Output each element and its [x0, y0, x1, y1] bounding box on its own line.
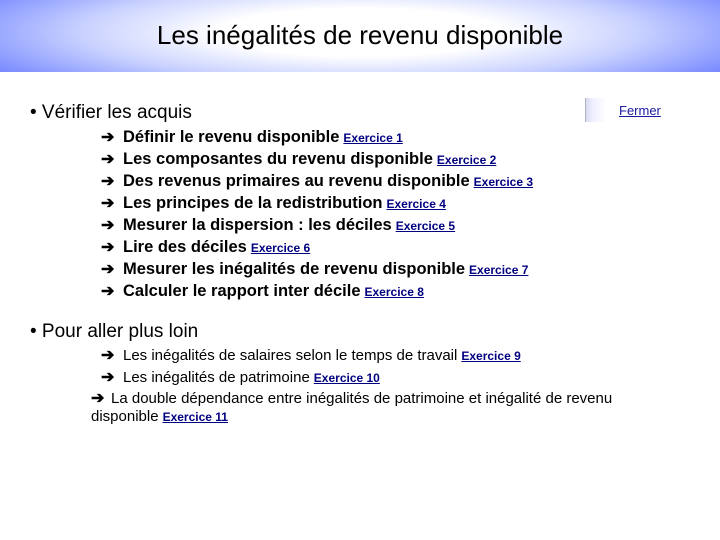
exercise-link-11[interactable]: Exercice 11: [162, 410, 228, 424]
arrow-right-icon: ➔: [101, 173, 115, 190]
arrow-right-icon: ➔: [101, 239, 115, 256]
list-item-last: [91, 390, 701, 426]
list-item: [101, 345, 521, 367]
list-item: [101, 214, 533, 236]
arrow-right-icon: ➔: [101, 369, 115, 386]
item-text: Mesurer la dispersion : les déciles: [123, 216, 392, 234]
close-button[interactable]: [585, 98, 698, 122]
exercise-link-9[interactable]: Exercice 9: [461, 349, 521, 363]
list-item: [101, 126, 533, 148]
section-heading-acquis: • Vérifier les acquis: [30, 102, 192, 123]
list-item: [101, 192, 533, 214]
arrow-right-icon: ➔: [101, 283, 115, 300]
item-text: Définir le revenu disponible: [123, 128, 340, 146]
arrow-right-icon: ➔: [101, 261, 115, 278]
exercise-link-5[interactable]: Exercice 5: [395, 219, 456, 233]
exercise-link-3[interactable]: Exercice 3: [473, 175, 534, 189]
exercise-link-8[interactable]: Exercice 8: [364, 285, 424, 299]
list-item: [101, 236, 533, 258]
item-text: La double dépendance entre inégalités de patrimoine et inégalité de revenu disponible: [91, 390, 613, 425]
arrow-right-icon: ➔: [101, 129, 115, 146]
exercise-link-6[interactable]: Exercice 6: [250, 241, 311, 255]
exercise-link-4[interactable]: Exercice 4: [386, 197, 446, 211]
list-item: [101, 170, 533, 192]
item-text: Les principes de la redistribution: [123, 194, 383, 212]
arrow-right-icon: ➔: [91, 390, 105, 407]
item-text: Mesurer les inégalités de revenu disponible: [123, 260, 466, 278]
loin-list: [101, 345, 521, 389]
list-item: [101, 148, 533, 170]
list-item: [101, 367, 521, 389]
item-text: Des revenus primaires au revenu disponible: [123, 172, 470, 190]
section-heading-loin: • Pour aller plus loin: [30, 321, 199, 342]
exercise-link-7[interactable]: Exercice 7: [469, 263, 529, 277]
exercise-link-1[interactable]: Exercice 1: [343, 131, 403, 145]
item-text: Les inégalités de patrimoine: [123, 369, 310, 386]
list-item: [101, 280, 533, 302]
arrow-right-icon: ➔: [101, 151, 115, 168]
close-button-label[interactable]: Fermer: [619, 103, 661, 118]
exercise-link-2[interactable]: Exercice 2: [436, 153, 497, 167]
acquis-list: [101, 126, 533, 302]
item-text: Les inégalités de salaires selon le temps de travail: [123, 347, 458, 364]
exercise-link-10[interactable]: Exercice 10: [313, 371, 380, 385]
arrow-right-icon: ➔: [101, 217, 115, 234]
arrow-right-icon: ➔: [101, 195, 115, 212]
item-text: Calculer le rapport inter décile: [123, 282, 361, 300]
arrow-right-icon: ➔: [101, 347, 115, 364]
page-title: Les inégalités de revenu disponible: [156, 20, 564, 50]
item-text: Lire des déciles: [123, 238, 247, 256]
list-item: [101, 258, 533, 280]
item-text: Les composantes du revenu disponible: [123, 150, 433, 168]
